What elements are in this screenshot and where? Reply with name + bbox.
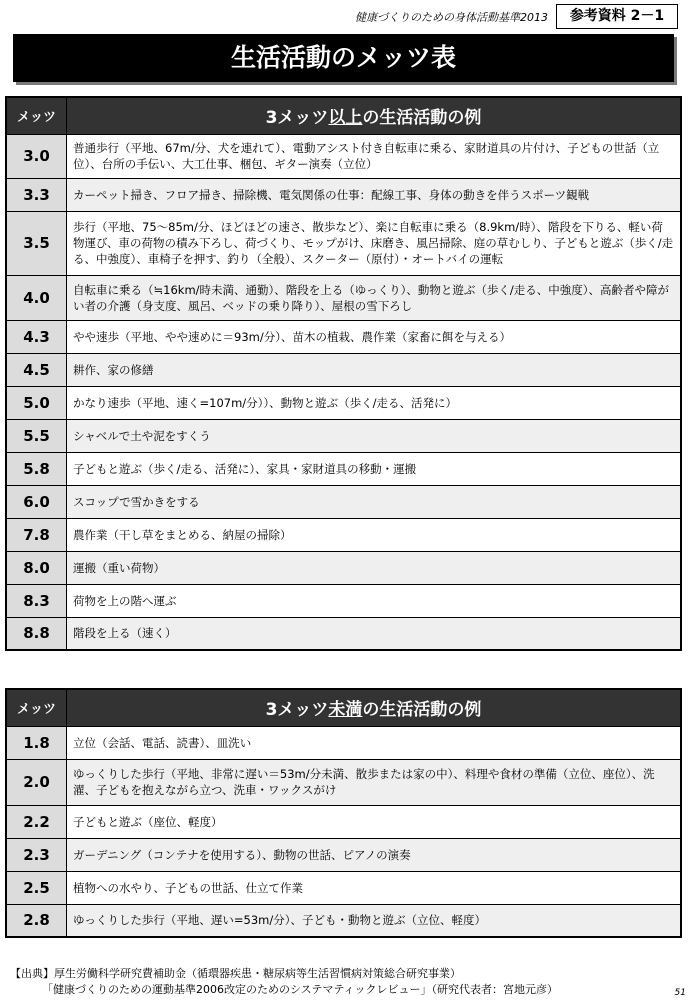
table-row: [6, 134, 681, 178]
table-row: [6, 485, 681, 518]
mets-value: 6.0: [6, 485, 67, 518]
table-row: [6, 419, 681, 452]
activity-description: 立位（会話、電話、読書）、皿洗い: [67, 726, 682, 759]
column-header-mets: メッツ: [6, 97, 67, 134]
mets-value: 8.8: [6, 617, 67, 650]
activity-description: 耕作、家の修繕: [67, 353, 682, 386]
mets-value: 4.5: [6, 353, 67, 386]
mets-value: 2.2: [6, 805, 67, 838]
activity-description: ガーデニング（コンテナを使用する）、動物の世話、ピアノの演奏: [67, 838, 682, 871]
reference-label: 参考資料 2－1: [556, 4, 678, 29]
table-row: [6, 452, 681, 485]
guideline-title: 健康づくりのための身体活動基準2013: [355, 11, 548, 24]
mets-value: 3.0: [6, 134, 67, 178]
table-row: [6, 320, 681, 353]
table-row: [6, 584, 681, 617]
activity-description: 荷物を上の階へ運ぶ: [67, 584, 682, 617]
mets-value: 4.0: [6, 275, 67, 320]
mets-value: 5.8: [6, 452, 67, 485]
activity-description: 植物への水やり、子どもの世話、仕立て作業: [67, 871, 682, 904]
column-header-mets: メッツ: [6, 689, 67, 726]
mets-value: 1.8: [6, 726, 67, 759]
mets-value: 3.5: [6, 211, 67, 275]
table-row: [6, 871, 681, 904]
table-row: [6, 551, 681, 584]
table-row: [6, 904, 681, 937]
activity-description: 子どもと遊ぶ（座位、軽度）: [67, 805, 682, 838]
table-row: [6, 178, 681, 211]
table-row: [6, 386, 681, 419]
mets-value: 2.5: [6, 871, 67, 904]
mets-value: 5.0: [6, 386, 67, 419]
mets-value: 5.5: [6, 419, 67, 452]
activity-description: 子どもと遊ぶ（歩く/走る、活発に）、家具・家財道具の移動・運搬: [67, 452, 682, 485]
table-row: [6, 353, 681, 386]
activity-description: スコップで雪かきをする: [67, 485, 682, 518]
activity-description: 農作業（干し草をまとめる、納屋の掃除）: [67, 518, 682, 551]
table-row: [6, 518, 681, 551]
mets-value: 7.8: [6, 518, 67, 551]
table-body: [6, 134, 681, 650]
page-number: 51: [674, 988, 686, 998]
table-row: [6, 617, 681, 650]
activity-description: ゆっくりした歩行（平地、非常に遅い＝53m/分未満、散歩または家の中）、料理や食材の準備（立位、座位）、洗濯、子どもを抱えながら立つ、洗車・ワックスがけ: [67, 759, 682, 805]
activity-description: やや速歩（平地、やや速めに＝93m/分）、苗木の植栽、農作業（家畜に餌を与える）: [67, 320, 682, 353]
table-row: [6, 805, 681, 838]
mets-value: 4.3: [6, 320, 67, 353]
table-row: [6, 838, 681, 871]
mets-value: 3.3: [6, 178, 67, 211]
table-row: [6, 726, 681, 759]
activity-description: 階段を上る（速く）: [67, 617, 682, 650]
mets-value: 8.0: [6, 551, 67, 584]
activity-description: シャベルで土や泥をすくう: [67, 419, 682, 452]
activity-description: 歩行（平地、75～85m/分、ほどほどの速さ、散歩など）、楽に自転車に乗る（8.9km/時）、階段を下りる、軽い荷物運び、車の荷物の積み下ろし、荷づくり、モップがけ、床磨き、風呂掃除、庭の草むしり、子どもと遊ぶ（歩く/走る、中強度）、車椅子を押す、釣り（全般）、スクーター（原付）・オートバイの運転: [67, 211, 682, 275]
table-row: [6, 759, 681, 805]
mets-value: 2.3: [6, 838, 67, 871]
mets-value: 2.8: [6, 904, 67, 937]
column-header-examples: 3メッツ以上の生活活動の例: [67, 97, 682, 134]
table-body: [6, 726, 681, 937]
activity-description: 普通歩行（平地、67m/分、犬を連れて）、電動アシスト付き自転車に乗る、家財道具の片付け、子どもの世話（立位）、台所の手伝い、大工仕事、梱包、ギター演奏（立位）: [67, 134, 682, 178]
table-row: [6, 275, 681, 320]
activity-description: 運搬（重い荷物）: [67, 551, 682, 584]
activity-description: 自転車に乗る（≒16km/時未満、通勤）、階段を上る（ゆっくり）、動物と遊ぶ（歩く/走る、中強度）、高齢者や障がい者の介護（身支度、風呂、ベッドの乗り降り）、屋根の雪下ろし: [67, 275, 682, 320]
mets-value: 8.3: [6, 584, 67, 617]
page-title: 生活活動のメッツ表: [13, 34, 674, 82]
mets-table-3-or-more: [5, 96, 682, 651]
source-line-1: 【出典】厚生労働科学研究費補助金（循環器疾患・糖尿病等生活習慣病対策総合研究事業）: [10, 967, 461, 980]
source-citation: [10, 966, 558, 998]
mets-table-under-3: [5, 688, 682, 938]
activity-description: カーペット掃き、フロア掃き、掃除機、電気関係の仕事：配線工事、身体の動きを伴うスポーツ観戦: [67, 178, 682, 211]
source-line-2: 「健康づくりのための運動基準2006改定のためのシステマティックレビュー」（研究代表者：宮地元彦）: [42, 983, 559, 996]
activity-description: かなり速歩（平地、速く=107m/分））、動物と遊ぶ（歩く/走る、活発に）: [67, 386, 682, 419]
mets-value: 2.0: [6, 759, 67, 805]
activity-description: ゆっくりした歩行（平地、遅い=53m/分）、子ども・動物と遊ぶ（立位、軽度）: [67, 904, 682, 937]
table-row: [6, 211, 681, 275]
column-header-examples: 3メッツ未満の生活活動の例: [67, 689, 682, 726]
